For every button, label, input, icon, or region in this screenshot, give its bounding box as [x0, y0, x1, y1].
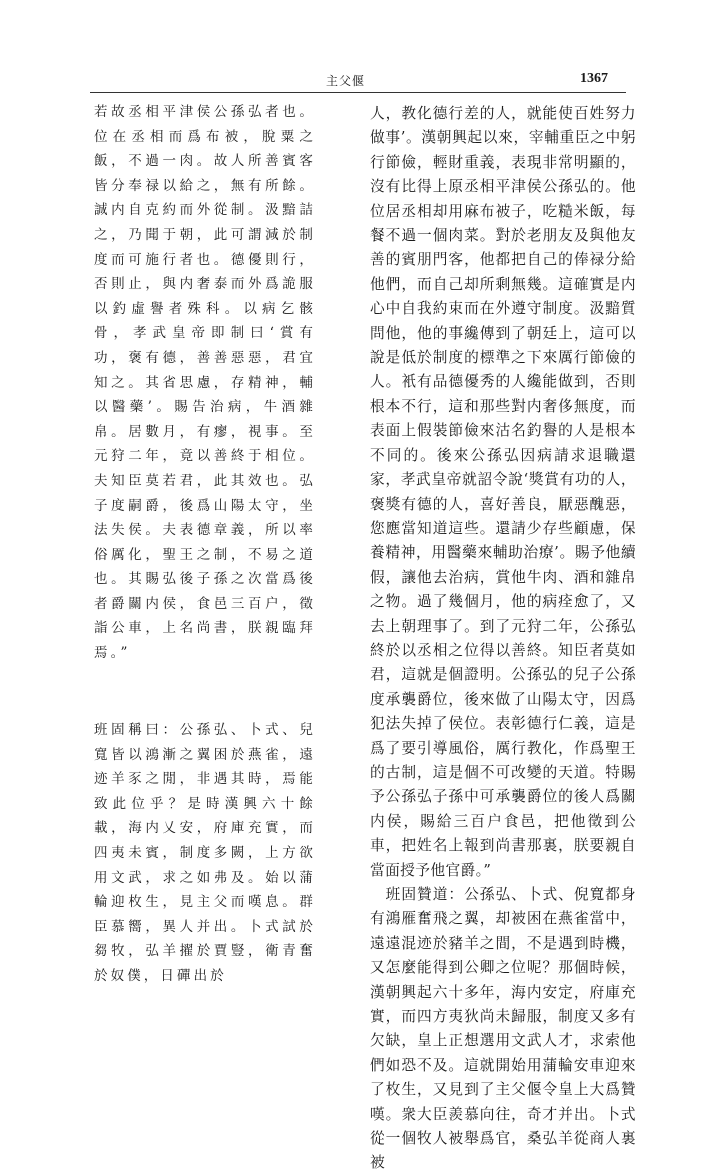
running-header-title: 主父偃 — [326, 74, 366, 88]
classical-passage-2: 班固稱曰：公孫弘、卜式、兒寬皆以鴻漸之翼困於燕雀，遠迹羊豕之閒，非遇其時，焉能致此位乎？是時漢興六十餘載，海内乂安，府庫充實，而四夷未賓，制度多闕，上方欲用文武，求之如弗及。始以蒲輪迎枚生，見主父而嘆息。群臣慕嚮，異人并出。卜式試於芻牧，弘羊擢於賈豎，衛青奮於奴僕，日磾出於 — [94, 722, 316, 984]
header-rule — [90, 92, 626, 93]
translation-column — [370, 102, 636, 1176]
page-number: 1367 — [580, 71, 608, 86]
translation-paragraph: 人，教化德行差的人，就能使百姓努力做事’。漢朝興起以來，宰輔重臣之中躬行節儉，輕財重義，表現非常明顯的，沒有比得上原丞相平津侯公孫弘的。他位居丞相却用麻布被子，吃糙米飯，每餐不過一個肉菜。對於老朋友及與他友善的賓朋門客，他都把自己的俸禄分給他們，而自己却所剩無幾。這確實是内心中自我約束而在外遵守制度。汲黯質問他，他的事纔傳到了朝廷上，這可以說是低於制度的標準之下來厲行節儉的人。衹有品德優秀的人纔能做到，否則根本不行，這和那些對内奢侈無度，而表面上假裝節儉來沽名釣譽的人是根本不同的。後來公孫弘因病請求退職還家，孝武皇帝就詔令說‘獎賞有功的人，褒獎有德的人，喜好善良，厭惡醜惡，您應當知道這些。還請少存些顧慮，保養精神，用醫藥來輔助治療’。賜予他續假，讓他去治病，賞他牛肉、酒和雜帛之物。過了幾個月，他的病痊愈了，又去上朝理事了。到了元狩二年，公孫弘終於以丞相之位得以善終。知臣者莫如君，這就是個證明。公孫弘的兒子公孫度承襲爵位，後來做了山陽太守，因爲犯法失掉了侯位。表彰德行仁義，這是爲了要引導風俗，厲行教化，作爲聖王的古制，這是個不可改變的天道。特賜予公孫弘子孫中可承襲爵位的後人爲關内侯，賜給三百户食邑，把他徵到公車，把姓名上報到尚書那裏，朕要親自當面授予他官爵。” — [370, 105, 636, 879]
translation-paragraph: 班固贊道：公孫弘、卜式、倪寬都身有鴻雁奮飛之翼，却被困在燕雀當中，遠遠混迹於豬羊之間，不是遇到時機，又怎麼能得到公卿之位呢？那個時候，漢朝興起六十多年，海内安定，府庫充實，而四方夷狄尚未歸服，制度又多有欠缺，皇上正想選用文武人才，求索他們如恐不及。這就開始用蒲輪安車迎來了枚生，又見到了主父偃令皇上大爲贊嘆。衆大臣羨慕向往，奇才并出。卜式從一個牧人被舉爲官，桑弘羊從商人裏被 — [370, 886, 636, 1172]
classical-passage-1: 若故丞相平津侯公孫弘者也。位在丞相而爲布被，脫粟之飯，不過一肉。故人所善賓客皆分奉禄以給之，無有所餘。誠内自克約而外從制。汲黯詰之，乃聞于朝，此可謂減於制度而可施行者也。德優則行，否則止，與内奢泰而外爲詭服以釣虛譽者殊科。以病乞骸骨，孝武皇帝即制曰‘賞有功，褒有德，善善惡惡，君宜知之。其省思慮，存精神，輔以醫藥’。賜告治病，牛酒雜帛。居數月，有瘳，視事。至元狩二年，竟以善終于相位。夫知臣莫若君，此其效也。弘子度嗣爵，後爲山陽太守，坐法失侯。夫表德章義，所以率俗厲化，聖王之制，不易之道也。其賜弘後子孫之次當爲後者爵關内侯，食邑三百户，徵詣公車，上名尚書，朕親臨拜焉。” — [94, 104, 316, 662]
